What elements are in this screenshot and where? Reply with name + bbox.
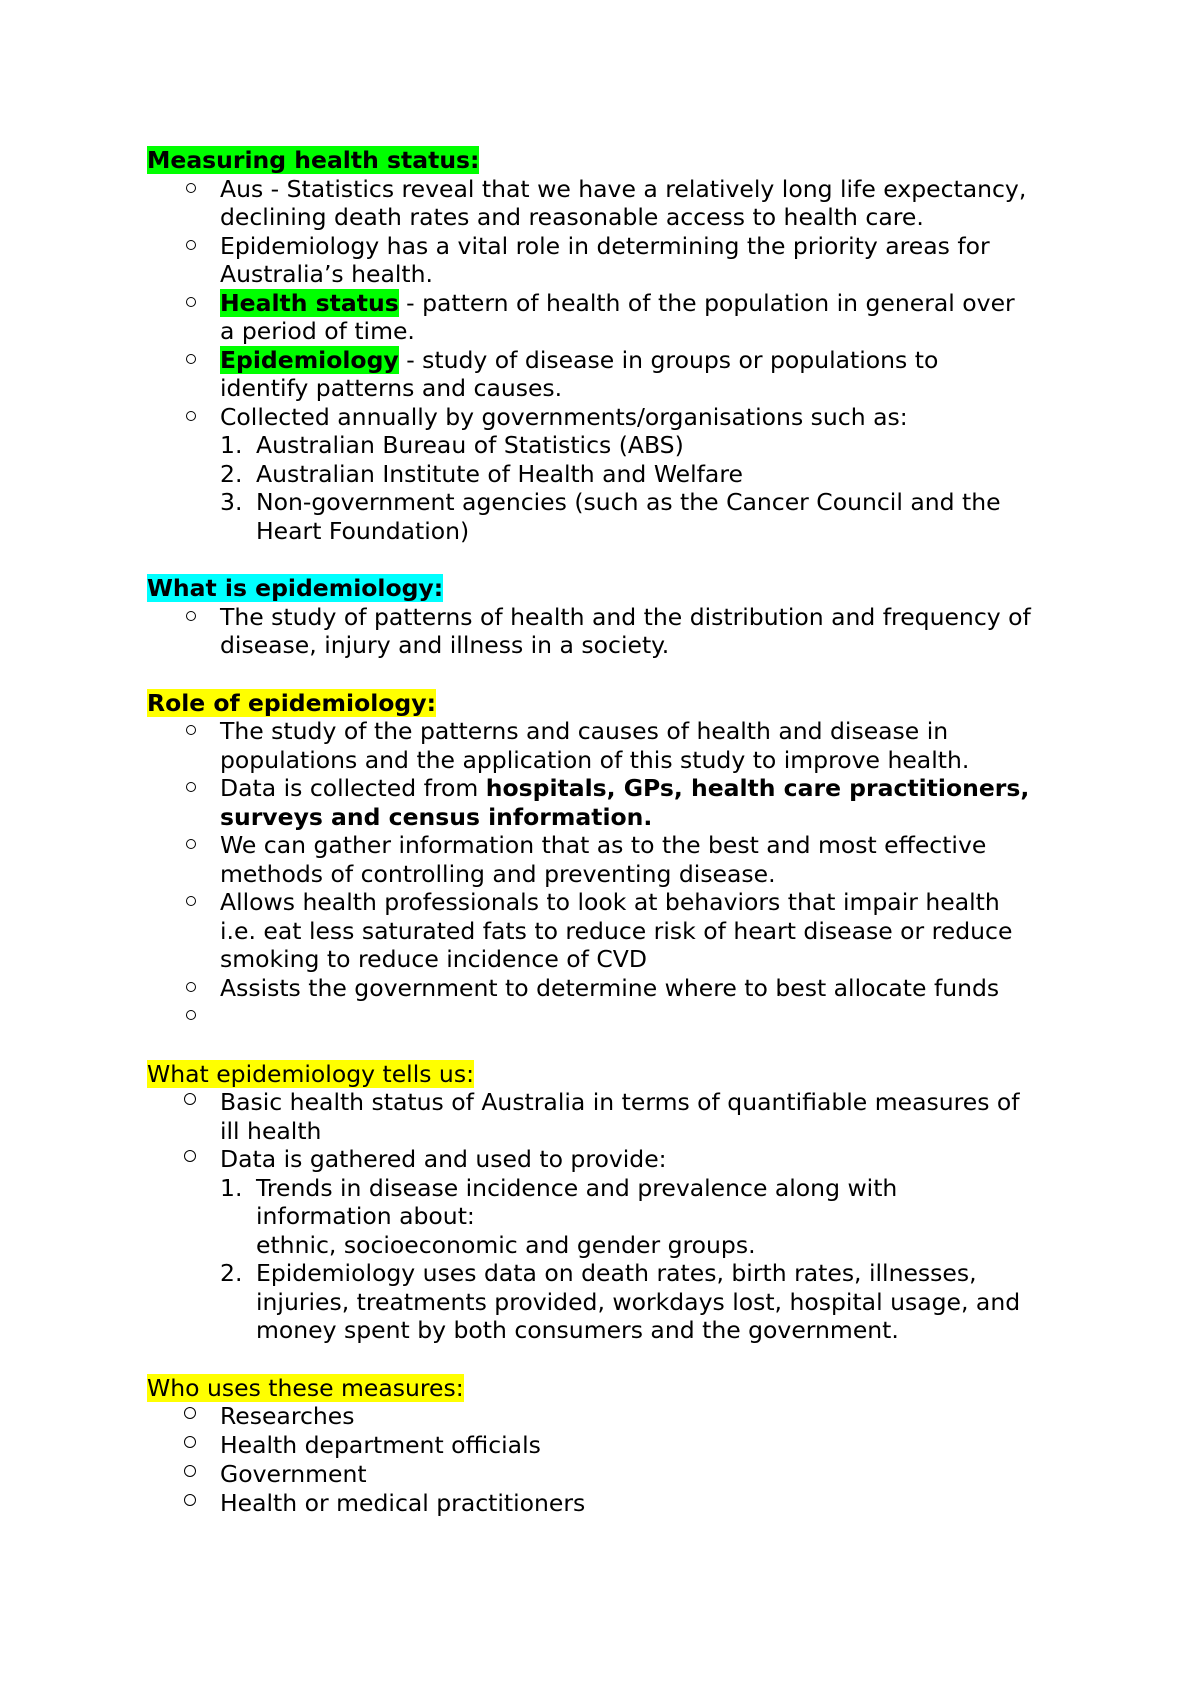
bullet-icon	[186, 240, 196, 250]
bullet-icon	[184, 1436, 196, 1448]
bullet-icon	[186, 411, 196, 421]
document-page: Measuring health status: Aus - Statistics reveal that we have a relatively long life expectancy, declining death rates and reasonable access to health care. Epidemiology has a vital role in determining the priority areas for Australia’s health. Health status - pattern of health of the population in general over a period of time. Epidemiology - study of disease in groups or populations to identify patterns and causes. Collected annually by governments/organisations such as: 1. Australian Bureau of Statistics (ABS) 2. Australian Institute of Health and Welfare 3. Non-government agencies (such as the Cancer Council and the Heart Foundation) What is epidemiology: The study of patterns of health and the distribution and frequency of disease, injury and illness in a society. Role of epidemiology: The study of the patterns and causes of health and disease in populations and the application of this study to improve health. Data is collected from hospitals, GPs, health care practitioners, surveys and census information. We can gather information that as to the best and most effective methods of controlling and preventing disease. Allows health professionals to look at behaviors that impair health i.e. eat less saturated fats to reduce risk of heart disease or reduce smoking to reduce incidence of CVD Assists the government to determine where to best allocate funds What epidemiology tells us: Basic health status of Australia in terms of quantifiable measures of ill health Data is gathered and used to provide: 1. Trends in disease incidence and prevalence along with information about: ethnic, socioeconomic and gender groups. 2. Epidemiology uses data on death rates, birth rates, illnesses, injuries, treatments provided, workdays lost, hospital usage, and money spent by both consumers and the government. Who uses these measures: Researches Health department officials Government Health or medical practitioners	[147, 146, 1031, 1517]
section-heading: What epidemiology tells us:	[147, 1060, 474, 1088]
bullet-icon	[186, 183, 196, 193]
bullet-icon	[186, 896, 196, 906]
bullet-icon	[186, 297, 196, 307]
section-heading: What is epidemiology:	[147, 574, 444, 602]
term-epidemiology: Epidemiology	[220, 346, 399, 374]
bullet-icon	[186, 725, 196, 735]
section-heading: Measuring health status:	[147, 146, 480, 174]
section-heading: Role of epidemiology:	[147, 689, 436, 717]
bullet-icon	[184, 1407, 196, 1419]
bullet-icon	[186, 1010, 196, 1020]
bullet-icon	[186, 782, 196, 792]
bullet-icon	[184, 1150, 196, 1162]
bullet-icon	[186, 982, 196, 992]
bullet-icon	[184, 1494, 196, 1506]
section-heading: Who uses these measures:	[147, 1374, 464, 1402]
bullet-icon	[186, 611, 196, 621]
bullet-icon	[184, 1093, 196, 1105]
term-aus: Aus -	[220, 175, 280, 203]
bullet-icon	[186, 354, 196, 364]
bullet-icon	[186, 839, 196, 849]
bullet-icon	[184, 1465, 196, 1477]
term-health-status: Health status	[220, 289, 399, 317]
